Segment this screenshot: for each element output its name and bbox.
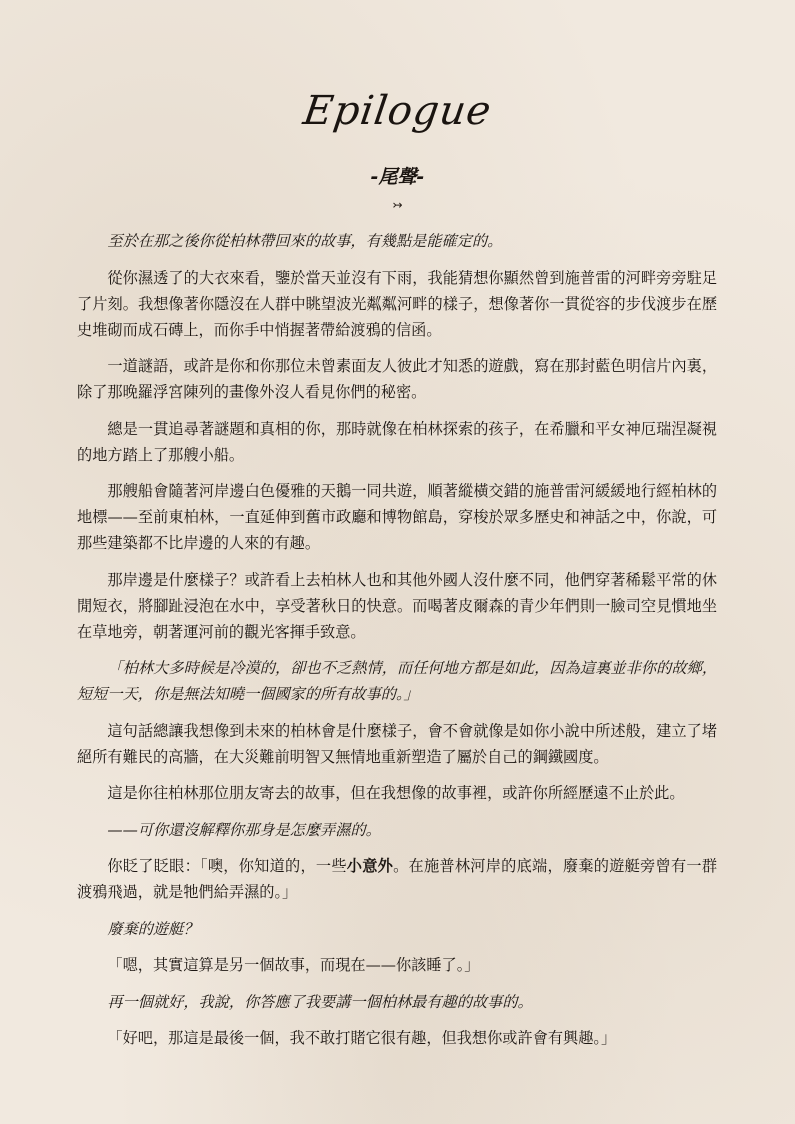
story-body (77, 228, 717, 1062)
paragraph: 那艘船會隨著河岸邊白色優雅的天鵝一同共遊，順著縱橫交錯的施普雷河緩緩地行經柏林的地標——至前東柏林，一直延伸到舊市政廳和博物館島，穿梭於眾多歷史和神話之中，你說，可那些建築都不比岸邊的人來的有趣。 (77, 482, 717, 552)
paragraph: 總是一貫追尋著謎題和真相的你，那時就像在柏林探索的孩子，在希臘和平女神厄瑞涅凝視的地方踏上了那艘小船。 (77, 419, 717, 464)
paragraph: 這是你往柏林那位朋友寄去的故事，但在我想像的故事裡，或許你所經歷遠不止於此。 (107, 784, 685, 802)
paragraph: 再一個就好，我說，你答應了我要講一個柏林最有趣的故事的。 (107, 992, 533, 1011)
paragraph: 那岸邊是什麼樣子？或許看上去柏林人也和其他外國人沒什麼不同，他們穿著稀鬆平常的休閒短衣，將腳趾浸泡在水中，享受著秋日的快意。而喝著皮爾森的青少年們則一臉司空見慣地坐在草地旁，朝著運河前的觀光客揮手致意。 (77, 570, 717, 641)
paragraph: 一道謎語，或許是你和你那位未曾素面友人彼此才知悉的遊戲，寫在那封藍色明信片內裏，除了那晚羅浮宮陳列的畫像外沒人看見你們的秘密。 (77, 357, 717, 401)
page-title: Epilogue (300, 88, 495, 134)
dialogue-text: 。在施普林河岸的底端，廢棄的遊艇旁曾有一群渡鴉飛過，就是牠們給弄濕的。」 (77, 857, 718, 901)
paragraph: ——可你還沒解釋你那身是怎麼弄濕的。 (107, 820, 381, 839)
paragraph: 從你濕透了的大衣來看，鑒於當天並沒有下雨，我能猜想你顯然曾到施普雷的河畔旁旁駐足了片刻。我想像著你隱沒在人群中眺望波光粼粼河畔的樣子，想像著你一貫從容的步伐渡步在歷史堆砌而成石磚上，而你手中悄握著帶給渡鴉的信函。 (77, 268, 717, 339)
emphasis-text: 小意外 (346, 857, 394, 875)
quote-paragraph: 「柏林大多時候是冷漠的，卻也不乏熱情，而任何地方都是如此，因為這裏並非你的故鄉，短短一天，你是無法知曉一個國家的所有故事的。」 (77, 659, 717, 703)
paragraph: 「嗯，其實這算是另一個故事，而現在——你該睡了。」 (107, 956, 480, 974)
paragraph: 至於在那之後你從柏林帶回來的故事，有幾點是能確定的。 (107, 232, 503, 250)
dialogue-text: 你眨了眨眼：「噢，你知道的，一些 (107, 857, 347, 875)
paragraph: 這句話總讓我想像到未來的柏林會是什麼樣子，會不會就像是如你小說中所述般，建立了堵絕所有難民的高牆，在大災難前明智又無情地重新塑造了屬於自己的鋼鐵國度。 (77, 721, 717, 766)
arrow-ornament-icon: ↣ (392, 198, 403, 212)
dialogue-paragraph (77, 853, 717, 905)
paragraph: 廢棄的遊艇？ (107, 919, 199, 938)
page-subtitle: -尾聲- (370, 166, 425, 188)
paragraph: 「好吧，那這是最後一個，我不敢打賭它很有趣，但我想你或許會有興趣。」 (107, 1029, 617, 1047)
